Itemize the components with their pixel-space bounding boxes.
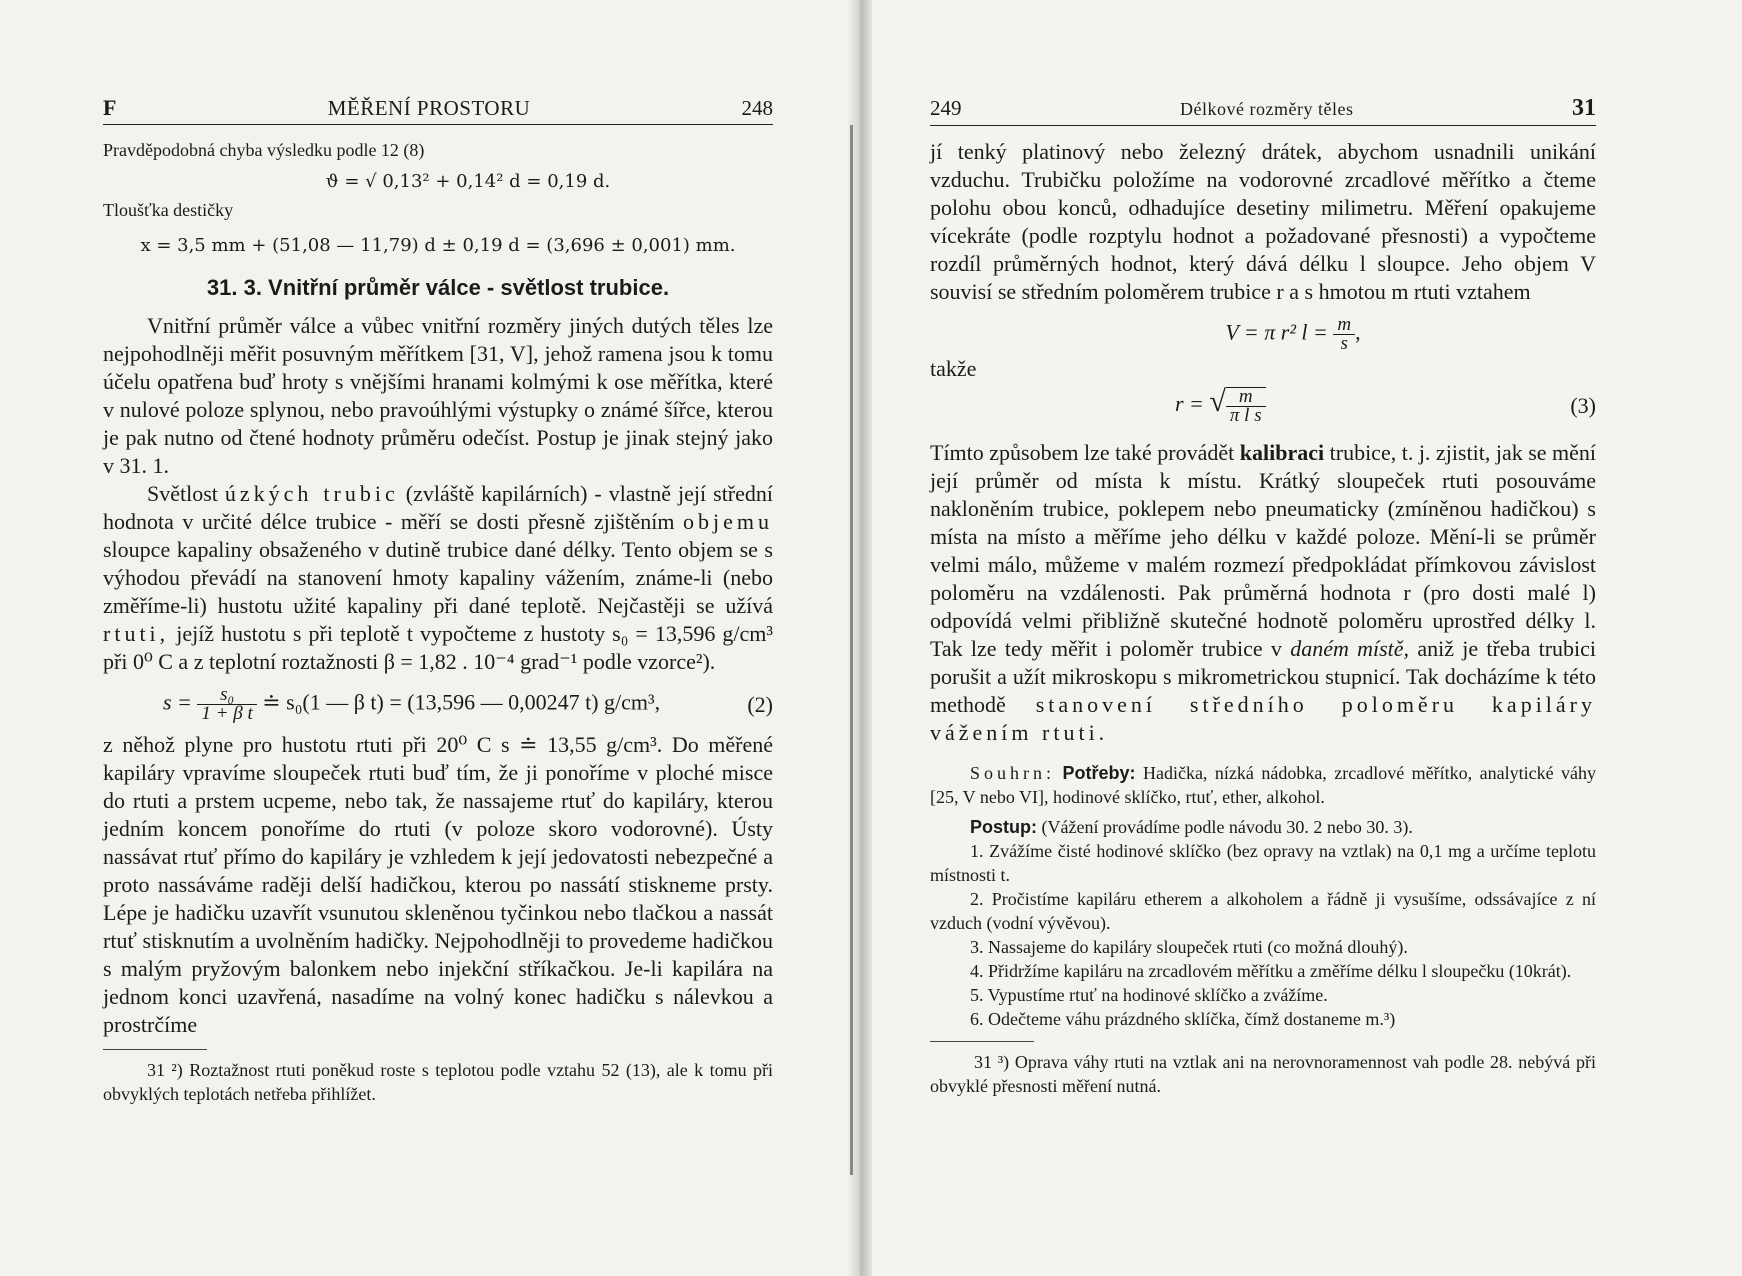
equation-3: r = √ $\frac{m}{\text{π l s}}$ (3) bbox=[1175, 385, 1596, 426]
fraction-density: $\frac{\text{s₀}}{\text{1 + β t}}$ bbox=[197, 686, 256, 723]
left-column bbox=[103, 138, 773, 1106]
italic-given-place: daném místě, bbox=[1290, 636, 1410, 661]
paragraph-inner-diameter: Vnitřní průměr válce a vůbec vnitřní rozměry jiných dutých těles lze nejpohodlněji měřit posuvným měřítkem [31, V], jehož ramena jsou k tomu účelu opatřena buď hroty s vnějšími hranami kolmými k ose měřítka, které v nulové poloze splynou, nebo pravoúhlými výstupky o známé šířce, kterou je pak nutno od čtené hodnoty průměru odečíst. Postup je jinak stejný jako v 31. 1. bbox=[103, 313, 773, 478]
bold-calibration: kalibraci bbox=[1239, 440, 1325, 465]
error-formula: ϑ = √ 0,13² + 0,14² d = 0,19 d. bbox=[325, 171, 611, 192]
summary-block: Souhrn: Potřeby: Hadička, nízká nádobka, zrcadlové měřítko, analytické váhy [25, V nebo VI], hodinové sklíčko, rtuť, ether, alkohol. bbox=[930, 763, 1597, 807]
spaced-emphasis-volume: objemu bbox=[683, 509, 773, 534]
page-number-left: 248 bbox=[741, 96, 773, 120]
spaced-emphasis-tubes: úzkých trubic bbox=[224, 481, 399, 506]
thickness-formula: x = 3,5 mm + (51,08 — 11,79) d ± 0,19 d = (3,696 ± 0,001) mm. bbox=[140, 235, 736, 256]
paragraph-measurement: jí tenký platinový nebo železný drátek, abychom usnadnili unikání vzduchu. Trubičku položíme na vodorovné zrcadlové měřítko a čteme polohu obou konců, odhadujíce desetiny milimetru. Měření opakujeme vícekráte (podle rozptylu hodnot a požadované přesnosti) a vypočteme rozdíl průměrných hodnot, který dává délku l sloupce. Jeho objem V souvisí se středním poloměrem trubice r a s hmotou m rtuti vztahem bbox=[930, 139, 1596, 304]
chapter-number: 31 bbox=[1572, 95, 1596, 121]
sqrt-icon: √ bbox=[1209, 385, 1226, 419]
right-column bbox=[930, 138, 1596, 1098]
fraction-m-over-s: $\frac{m}{s}$ bbox=[1333, 316, 1355, 353]
chapter-letter: F bbox=[103, 95, 117, 120]
step-item: 3. Nassajeme do kapiláry sloupeček rtuti (co možná dlouhý). bbox=[970, 937, 1408, 957]
procedure-steps bbox=[930, 839, 1596, 1031]
step-item: 6. Odečteme váhu prázdného sklíčka, čímž dostaneme m.³) bbox=[970, 1009, 1396, 1029]
footnote-separator bbox=[103, 1049, 207, 1050]
page-number-right: 249 bbox=[930, 96, 962, 120]
equation-2: s = $\frac{\text{s₀}}{\text{1 + β t}}$ ≐ s₀(1 — β t) = (13,596 — 0,00247 t) g/cm³, (2) bbox=[163, 684, 773, 724]
thickness-label: Tloušťka destičky bbox=[103, 200, 234, 220]
equation-number-3: (3) bbox=[1570, 393, 1596, 418]
equation-number-2: (2) bbox=[747, 691, 773, 717]
step-item: 2. Pročistíme kapiláru etherem a alkoholem a řádně ji vysušíme, odssávajíce z ní vzduch (vodní vývěvou). bbox=[930, 889, 1596, 933]
paragraph-filling: z něhož plyne pro hustotu rtuti při 20⁰ C s ≐ 13,55 g/cm³. Do měřené kapiláry vpravíme sloupeček rtuti buď tím, že ji ponoříme v ploché misce do rtuti a prstem ucpeme, nebo tak, že nassajeme rtuť do kapiláry, kterou jedním koncem ponoříme do rtuti (v poloze skoro vodorovné). Ústy nassávat rtuť přímo do kapiláry je vzhledem k její jedovatosti nebezpečné a proto nassáváme raději delší hadičkou, kterou po nassátí stiskneme prsty. Lépe je hadičku uzavřít vsunutou skleněnou tyčinkou nebo tlačkou a nassát rtuť stisknutím a uvolněním hadičky. Nejpohodlněji to provedeme hadičkou s malým pryžovým balonkem nebo injekční stříkačkou. Je-li kapilára na jednom konci uzavřená, nasadíme na volný konec hadičku s nálevkou a prostrčíme bbox=[103, 732, 773, 1037]
footnote-right: 31 ³) Oprava váhy rtuti na vztlak ani na nerovnoramennost vah podle 28. nebývá při obvyklé přesnosti měření nutná. bbox=[930, 1052, 1596, 1096]
error-line: Pravděpodobná chyba výsledku podle 12 (8) bbox=[103, 140, 425, 160]
step-item: 1. Zvážíme čisté hodinové sklíčko (bez opravy na vztlak) na 0,1 mg a určíme teplotu místnosti t. bbox=[930, 841, 1596, 885]
paragraph-capillary: Světlost úzkých trubic (zvláště kapilárních) - vlastně její střední hodnota v určité délce trubice - měří se dosti přesně zjištěním objemu sloupce kapaliny obsaženého v dutině trubice dané délky. Tento objem se s výhodou převádí na stanovení hmoty kapaliny vážením, známe-li (nebo změříme-li) hustotu užité kapaliny při dané teplotě. Nejčastěji se užívá rtuti, jejíž hustotu s při teplotě t vypočteme z hustoty s₀ = 13,596 g/cm³ při 0⁰ C a z teplotní roztažnosti β = 1,82 . 10⁻⁴ grad⁻¹ podle vzorce²). bbox=[103, 481, 774, 674]
left-running-head bbox=[103, 95, 773, 125]
paragraph-calibration: Tímto způsobem lze také provádět kalibraci trubice, t. j. zjistit, jak se mění její průměr od místa k místu. Krátký sloupeček rtuti posouváme nakloněním trubice, poklepem nebo pneumaticky (zmíněnou hadičkou) s místa na místo a měříme jeho délku v každé poloze. Mění-li se průměr velmi málo, můžeme v malém rozmezí předpokládat přímkovou závislost poloměru na vzdálenosti. Pak průměrná hodnota r (pro dosti malé l) odpovídá velmi přibližně skutečné hodnotě poloměru uprostřed délky l. Tak lze tedy měřit i poloměr trubice v daném místě, aniž je třeba trubici porušit a užít mikroskopu s mikrometrickou stupnicí. Tak docházíme k této methodě stanovení středního poloměru kapiláry vážením rtuti. bbox=[930, 440, 1597, 745]
fraction-radius: $\frac{m}{\text{π l s}}$ bbox=[1226, 387, 1266, 425]
spine-shadow bbox=[850, 125, 853, 1175]
equation-volume: V = π r² l = $\frac{m}{s}$ , bbox=[1225, 314, 1361, 354]
running-title-right: Délkové rozměry těles bbox=[1180, 99, 1354, 119]
footnote-left: 31 ²) Roztažnost rtuti poněkud roste s teplotou podle vztahu 52 (13), ale k tomu při obvyklých teplotách netřeba přihlížet. bbox=[103, 1060, 773, 1104]
takze-label: takže bbox=[930, 356, 977, 381]
spaced-emphasis-mercury: rtuti, bbox=[103, 621, 170, 646]
spaced-emphasis-method: stanovení středního poloměru kapiláry vážením rtuti. bbox=[930, 692, 1597, 745]
step-item: 5. Vypustíme rtuť na hodinové sklíčko a zvážíme. bbox=[970, 985, 1328, 1005]
footnote-separator-right bbox=[930, 1041, 1034, 1042]
step-item: 4. Přidržíme kapiláru na zrcadlovém měřítku a změříme délku l sloupečku (10krát). bbox=[970, 961, 1572, 981]
section-heading: 31. 3. Vnitřní průměr válce - světlost trubice. bbox=[206, 275, 670, 300]
running-title-left: MĚŘENÍ PROSTORU bbox=[327, 96, 531, 120]
right-running-head bbox=[930, 95, 1596, 126]
procedure-heading: Postup: (Vážení provádíme podle návodu 30. 2 nebo 30. 3). bbox=[970, 817, 1413, 837]
